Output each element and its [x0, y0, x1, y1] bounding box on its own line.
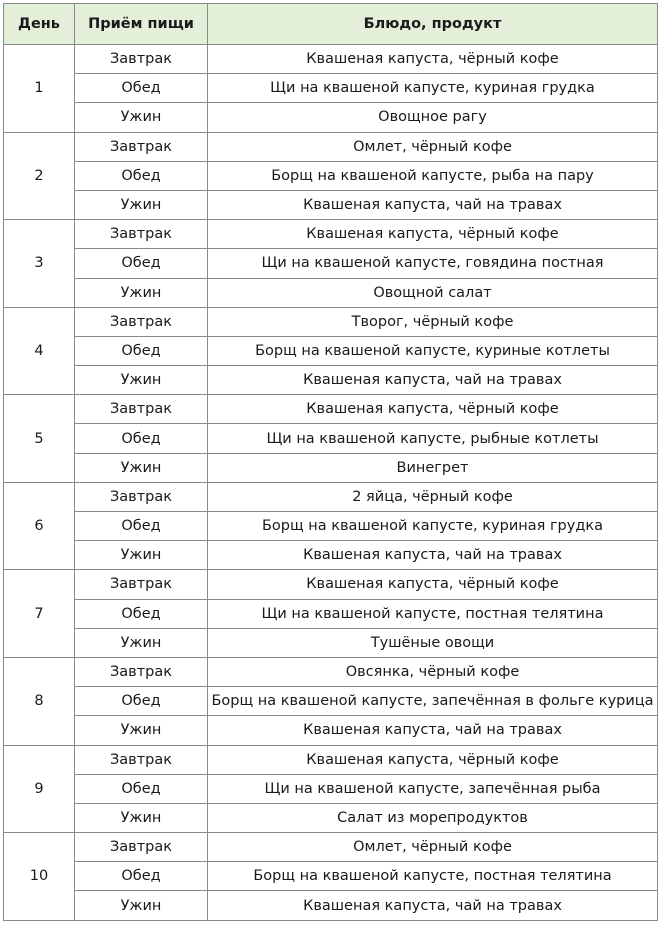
- meal-cell: Ужин: [75, 628, 208, 657]
- dish-cell: Квашеная капуста, чёрный кофе: [208, 220, 658, 249]
- meal-cell: Обед: [75, 336, 208, 365]
- meal-cell: Завтрак: [75, 307, 208, 336]
- table-row: [4, 307, 658, 336]
- table-row: [4, 745, 658, 774]
- table-row: [4, 628, 658, 657]
- dish-cell: Квашеная капуста, чай на травах: [208, 366, 658, 395]
- dish-cell: Щи на квашеной капусте, постная телятина: [208, 599, 658, 628]
- dish-cell: Квашеная капуста, чёрный кофе: [208, 570, 658, 599]
- table-row: [4, 132, 658, 161]
- table-row: [4, 512, 658, 541]
- header-row: [4, 4, 658, 45]
- table-row: [4, 891, 658, 920]
- dish-cell: Омлет, чёрный кофе: [208, 132, 658, 161]
- table-row: [4, 657, 658, 686]
- day-number-cell: 4: [4, 307, 75, 395]
- dish-cell: Квашеная капуста, чай на травах: [208, 190, 658, 219]
- meal-cell: Завтрак: [75, 482, 208, 511]
- table-row: [4, 833, 658, 862]
- dish-cell: Борщ на квашеной капусте, куриные котлеты: [208, 336, 658, 365]
- diet-menu-table: [3, 3, 658, 921]
- dish-cell: Щи на квашеной капусте, говядина постная: [208, 249, 658, 278]
- meal-cell: Обед: [75, 161, 208, 190]
- dish-cell: 2 яйца, чёрный кофе: [208, 482, 658, 511]
- meal-cell: Ужин: [75, 716, 208, 745]
- dish-cell: Борщ на квашеной капусте, запечённая в фольге курица: [208, 687, 658, 716]
- table-row: [4, 336, 658, 365]
- table-row: [4, 687, 658, 716]
- meal-cell: Обед: [75, 512, 208, 541]
- dish-cell: Творог, чёрный кофе: [208, 307, 658, 336]
- table-row: [4, 249, 658, 278]
- dish-cell: Квашеная капуста, чёрный кофе: [208, 395, 658, 424]
- meal-cell: Завтрак: [75, 657, 208, 686]
- meal-cell: Завтрак: [75, 833, 208, 862]
- day-number-cell: 9: [4, 745, 75, 833]
- table-row: [4, 570, 658, 599]
- meal-cell: Ужин: [75, 803, 208, 832]
- table-body: [4, 45, 658, 921]
- meal-cell: Ужин: [75, 453, 208, 482]
- table-row: [4, 774, 658, 803]
- table-row: [4, 424, 658, 453]
- meal-cell: Ужин: [75, 103, 208, 132]
- meal-cell: Обед: [75, 774, 208, 803]
- meal-cell: Завтрак: [75, 570, 208, 599]
- dish-cell: Овощной салат: [208, 278, 658, 307]
- dish-cell: Квашеная капуста, чай на травах: [208, 541, 658, 570]
- meal-cell: Обед: [75, 599, 208, 628]
- meal-cell: Ужин: [75, 278, 208, 307]
- day-number-cell: 5: [4, 395, 75, 483]
- table-row: [4, 599, 658, 628]
- meal-cell: Обед: [75, 74, 208, 103]
- meal-cell: Завтрак: [75, 220, 208, 249]
- dish-cell: Щи на квашеной капусте, запечённая рыба: [208, 774, 658, 803]
- dish-cell: Борщ на квашеной капусте, рыба на пару: [208, 161, 658, 190]
- meal-cell: Завтрак: [75, 745, 208, 774]
- table-row: [4, 278, 658, 307]
- day-number-cell: 2: [4, 132, 75, 220]
- day-number-cell: 1: [4, 45, 75, 133]
- dish-cell: Омлет, чёрный кофе: [208, 833, 658, 862]
- table-header: [4, 4, 658, 45]
- header-meal: Приём пищи: [75, 4, 208, 45]
- table-row: [4, 220, 658, 249]
- table-row: [4, 366, 658, 395]
- table-row: [4, 45, 658, 74]
- day-number-cell: 6: [4, 482, 75, 570]
- meal-cell: Обед: [75, 687, 208, 716]
- meal-cell: Обед: [75, 862, 208, 891]
- dish-cell: Салат из морепродуктов: [208, 803, 658, 832]
- table-row: [4, 541, 658, 570]
- dish-cell: Борщ на квашеной капусте, куриная грудка: [208, 512, 658, 541]
- header-day: День: [4, 4, 75, 45]
- table-row: [4, 103, 658, 132]
- dish-cell: Винегрет: [208, 453, 658, 482]
- meal-cell: Ужин: [75, 190, 208, 219]
- dish-cell: Квашеная капуста, чёрный кофе: [208, 745, 658, 774]
- table-row: [4, 74, 658, 103]
- meal-cell: Завтрак: [75, 45, 208, 74]
- meal-cell: Ужин: [75, 366, 208, 395]
- dish-cell: Борщ на квашеной капусте, постная телятина: [208, 862, 658, 891]
- meal-cell: Обед: [75, 249, 208, 278]
- dish-cell: Овсянка, чёрный кофе: [208, 657, 658, 686]
- day-number-cell: 10: [4, 833, 75, 921]
- dish-cell: Тушёные овощи: [208, 628, 658, 657]
- dish-cell: Овощное рагу: [208, 103, 658, 132]
- table-row: [4, 395, 658, 424]
- table-row: [4, 803, 658, 832]
- dish-cell: Щи на квашеной капусте, куриная грудка: [208, 74, 658, 103]
- meal-cell: Завтрак: [75, 132, 208, 161]
- dish-cell: Квашеная капуста, чай на травах: [208, 716, 658, 745]
- dish-cell: Квашеная капуста, чёрный кофе: [208, 45, 658, 74]
- table-row: [4, 190, 658, 219]
- dish-cell: Квашеная капуста, чай на травах: [208, 891, 658, 920]
- meal-cell: Ужин: [75, 891, 208, 920]
- dish-cell: Щи на квашеной капусте, рыбные котлеты: [208, 424, 658, 453]
- day-number-cell: 7: [4, 570, 75, 658]
- day-number-cell: 8: [4, 657, 75, 745]
- table-row: [4, 716, 658, 745]
- table-row: [4, 453, 658, 482]
- meal-cell: Ужин: [75, 541, 208, 570]
- day-number-cell: 3: [4, 220, 75, 308]
- meal-cell: Обед: [75, 424, 208, 453]
- table-row: [4, 862, 658, 891]
- table-row: [4, 482, 658, 511]
- table-row: [4, 161, 658, 190]
- meal-cell: Завтрак: [75, 395, 208, 424]
- header-dish: Блюдо, продукт: [208, 4, 658, 45]
